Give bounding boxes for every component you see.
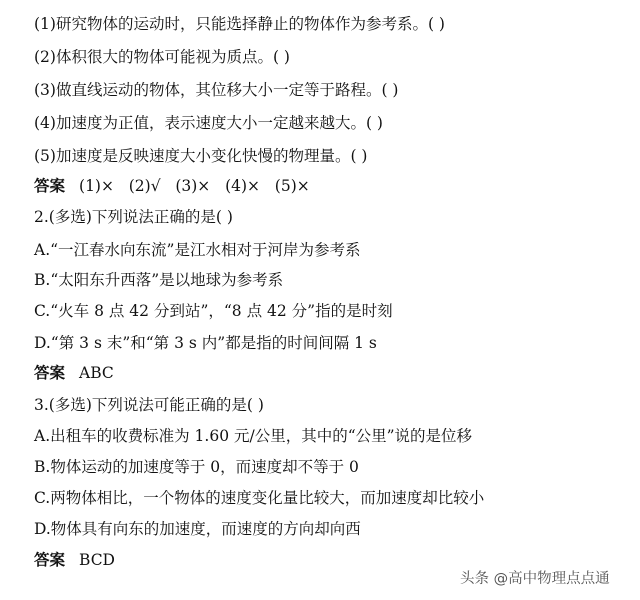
q2-option-b: B.“太阳东升西落”是以地球为参考系 <box>34 271 284 289</box>
q3-option-b: B.物体运动的加速度等于 0，而速度却不等于 0 <box>34 458 359 476</box>
q2-option-d: D.“第 3 s 末”和“第 3 s 内”都是指的时间间隔 1 s <box>34 334 377 352</box>
q2-stem: 2.(多选)下列说法正确的是( ) <box>34 208 233 226</box>
q1-item-5: (5)加速度是反映速度大小变化快慢的物理量。( ) <box>34 147 368 165</box>
q1-item-1: (1)研究物体的运动时，只能选择静止的物体作为参考系。( ) <box>34 15 445 33</box>
answer-value: ABC <box>79 364 114 382</box>
q2-option-c: C.“火车 8 点 42 分到站”，“8 点 42 分”指的是时刻 <box>34 302 393 320</box>
answer-value: BCD <box>79 551 115 569</box>
q1-item-4: (4)加速度为正值，表示速度大小一定越来越大。( ) <box>34 114 383 132</box>
q3-option-d: D.物体具有向东的加速度，而速度的方向却向西 <box>34 520 361 538</box>
q3-option-a: A.出租车的收费标准为 1.60 元/公里，其中的“公里”说的是位移 <box>34 427 473 445</box>
q3-stem: 3.(多选)下列说法可能正确的是( ) <box>34 396 264 414</box>
q3-option-c: C.两物体相比，一个物体的速度变化量比较大，而加速度却比较小 <box>34 489 485 507</box>
q2-option-a: A.“一江春水向东流”是江水相对于河岸为参考系 <box>34 241 361 259</box>
q1-item-3: (3)做直线运动的物体，其位移大小一定等于路程。( ) <box>34 81 399 99</box>
answer-label: 答案 <box>34 364 66 382</box>
q1-item-2: (2)体积很大的物体可能视为质点。( ) <box>34 48 290 66</box>
watermark: 头条 @高中物理点点通 <box>460 571 610 587</box>
q3-answer <box>34 550 115 570</box>
q2-answer <box>34 363 114 383</box>
answer-value: (1)× (2)√ (3)× (4)× (5)× <box>79 177 310 195</box>
q1-answer <box>34 176 310 196</box>
answer-label: 答案 <box>34 551 66 569</box>
answer-label: 答案 <box>34 177 66 195</box>
